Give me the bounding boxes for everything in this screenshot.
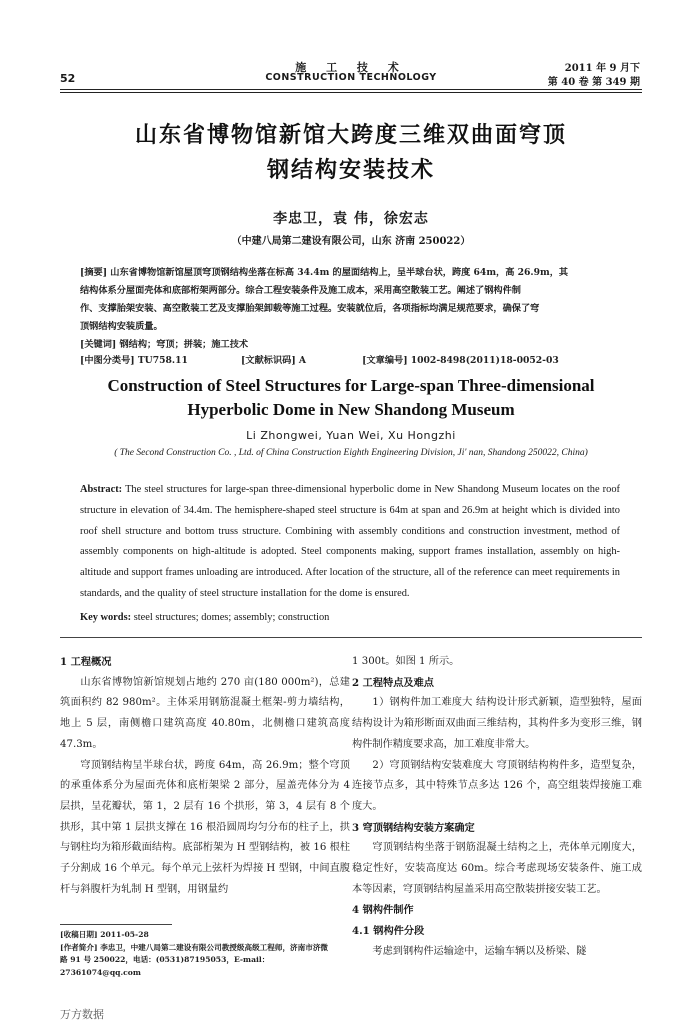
authors-en: Li Zhongwei, Yuan Wei, Xu Hongzhi [246, 429, 456, 442]
page-number: 52 [60, 72, 76, 85]
paragraph: 山东省博物馆新馆规划占地约 270 亩(180 000m²)，总建筑面积约 82 980m²。主体采用钢筋混凝土框架-剪力墙结构，地上 5 层，南侧檐口建筑高度 40.80m，北侧檐口建筑高度 47.3m。 [60, 676, 350, 750]
abstract-en [80, 480, 620, 605]
paragraph: 1 300t。如图 1 所示。 [352, 656, 460, 667]
issue-date: 2011 年 9 月下 [564, 63, 640, 74]
section-3-heading: 3 穹顶钢结构安装方案确定 [352, 821, 475, 834]
header-rule-thin [60, 92, 642, 93]
abstract-zh-line-4: 顶钢结构安装质量。 [80, 321, 163, 332]
title-en-line-1: Construction of Steel Structures for Large-span Three-dimensional [107, 376, 595, 395]
received-date: [收稿日期] 2011-05-28 [60, 930, 149, 939]
title-en-line-2: Hyperbolic Dome in New Shandong Museum [187, 400, 515, 419]
section-4-1-heading: 4.1 钢构件分段 [352, 925, 425, 938]
abstract-zh-label: [摘要] [80, 267, 108, 278]
footnote [60, 929, 332, 979]
running-header [60, 56, 642, 92]
paragraph: 1）钢构件加工难度大 结构设计形式新颖，造型独特，屋面结构设计为箱形断面双曲面三维结构，其构件多为变形三维，钢构件制作精度要求高，加工难度非常大。 [352, 697, 642, 750]
section-4-heading: 4 钢构件制作 [352, 904, 414, 917]
keywords-en-label: Key words: [80, 612, 132, 623]
keywords-en: Key words: steel structures; domes; assembly; construction [80, 612, 330, 623]
section-divider [60, 637, 642, 638]
abstract-en-label: Abstract: [80, 484, 123, 495]
paragraph: 2）穹顶钢结构安装难度大 穹顶钢结构构件多，造型复杂，连接节点多，其中特殊节点多达 126 个，高空组装焊接施工难度大。 [352, 759, 642, 812]
keywords-zh-label: [关键词] [80, 339, 117, 350]
classification-line: [中图分类号] TU758.11 [文献标识码] A [文章编号] 1002-8498(2011)18-0052-03 [80, 355, 559, 366]
affiliation-zh: （中建八局第二建设有限公司，山东 济南 250022） [231, 236, 471, 247]
issue-volume: 第 40 卷 第 349 期 [547, 77, 640, 88]
paragraph: 考虑到钢构件运输途中，运输车辆以及桥梁、隧 [372, 945, 587, 957]
journal-name-zh: 施 工 技 术 [295, 61, 407, 74]
authors-zh: 李忠卫，袁 伟，徐宏志 [273, 211, 429, 227]
abstract-zh-line-1: [摘要] 山东省博物馆新馆屋顶穹顶钢结构坐落在标高 34.4m 的屋面结构上，呈半球台状，跨度 64m，高 26.9m，其 [80, 264, 628, 276]
header-rule [60, 89, 642, 90]
section-2-heading: 2 工程特点及难点 [352, 676, 434, 689]
section-1-heading: 1 工程概况 [60, 656, 112, 668]
abstract-en-text: The steel structures for large-span three-dimensional hyperbolic dome in New Shandong Museum locates on the roof structure in elevation of 34.4m. The hemisphere-shaped steel structure is 64m at span and 26.9m at height which is divided into roof shell structure and bottom truss structure. Combining with assembly conditions and construction investment, method of assembly components on high-altitude is adopted. Steel components making, support frames installation, assembly on high-altitude and support frames unloading are introduced. After location of the structure, all of the reference can meet requirements in standards, and the quality of steel structure installation for the dome is ensured. [80, 484, 620, 599]
affiliation-en: ( The Second Construction Co. , Ltd. of China Construction Eighth Engineering Division, Ji' nan, Shandong 250022, China) [114, 448, 588, 458]
journal-name-en: CONSTRUCTION TECHNOLOGY [265, 72, 437, 83]
keywords-zh: [关键词] 钢结构；穹顶；拼装；施工技术 [80, 336, 628, 348]
footnote-rule [60, 924, 172, 925]
watermark: 万方数据 [60, 1008, 104, 1021]
author-info: [作者简介] 李忠卫，中建八局第二建设有限公司教授级高级工程师，济南市济微路 91 号 250022，电话：(0531)87195053，E-mail：27361074@qq.com [60, 942, 329, 977]
body-column-left [60, 652, 350, 900]
title-zh-line-2: 钢结构安装技术 [266, 157, 435, 183]
title-zh-line-1: 山东省博物馆新馆大跨度三维双曲面穹顶 [134, 122, 567, 148]
paragraph: 穹顶钢结构坐落于钢筋混凝土结构之上，壳体单元刚度大，稳定性好，安装高度达 60m。综合考虑现场安装条件、施工成本等因素，穹顶钢结构屋盖采用高空散装拼接安装工艺。 [352, 842, 642, 895]
abstract-zh-line-3: 作、支撑胎架安装、高空散装工艺及支撑胎架卸载等施工过程。安装就位后，各项指标均满足规范要求，确保了穹 [80, 303, 540, 314]
paragraph: 穹顶钢结构呈半球台状，跨度 64m，高 26.9m；整个穹顶的承重体系分为屋面壳体和底桁架梁 2 部分，屋盖壳体分为 4 层拱，呈花瓣状，第 1，2 层有 16 个拱形，第 3，4 层有 8 个拱形，其中第 1 层拱支撑在 16 根沿圆周均匀分布的柱子上，拱与钢柱均为箱形截面结构。底部桁架为 H 型钢结构，被 16 根柱子分割成 16 个单元。每个单元上弦杆为焊接 H 型钢，中间直腹杆与斜腹杆为轧制 H 型钢，用钢量约 [60, 759, 350, 895]
body-column-right [352, 652, 642, 963]
abstract-zh-line-2: 结构体系分屋面壳体和底部桁架两部分。综合工程安装条件及施工成本，采用高空散装工艺。阐述了钢构件制 [80, 285, 521, 296]
